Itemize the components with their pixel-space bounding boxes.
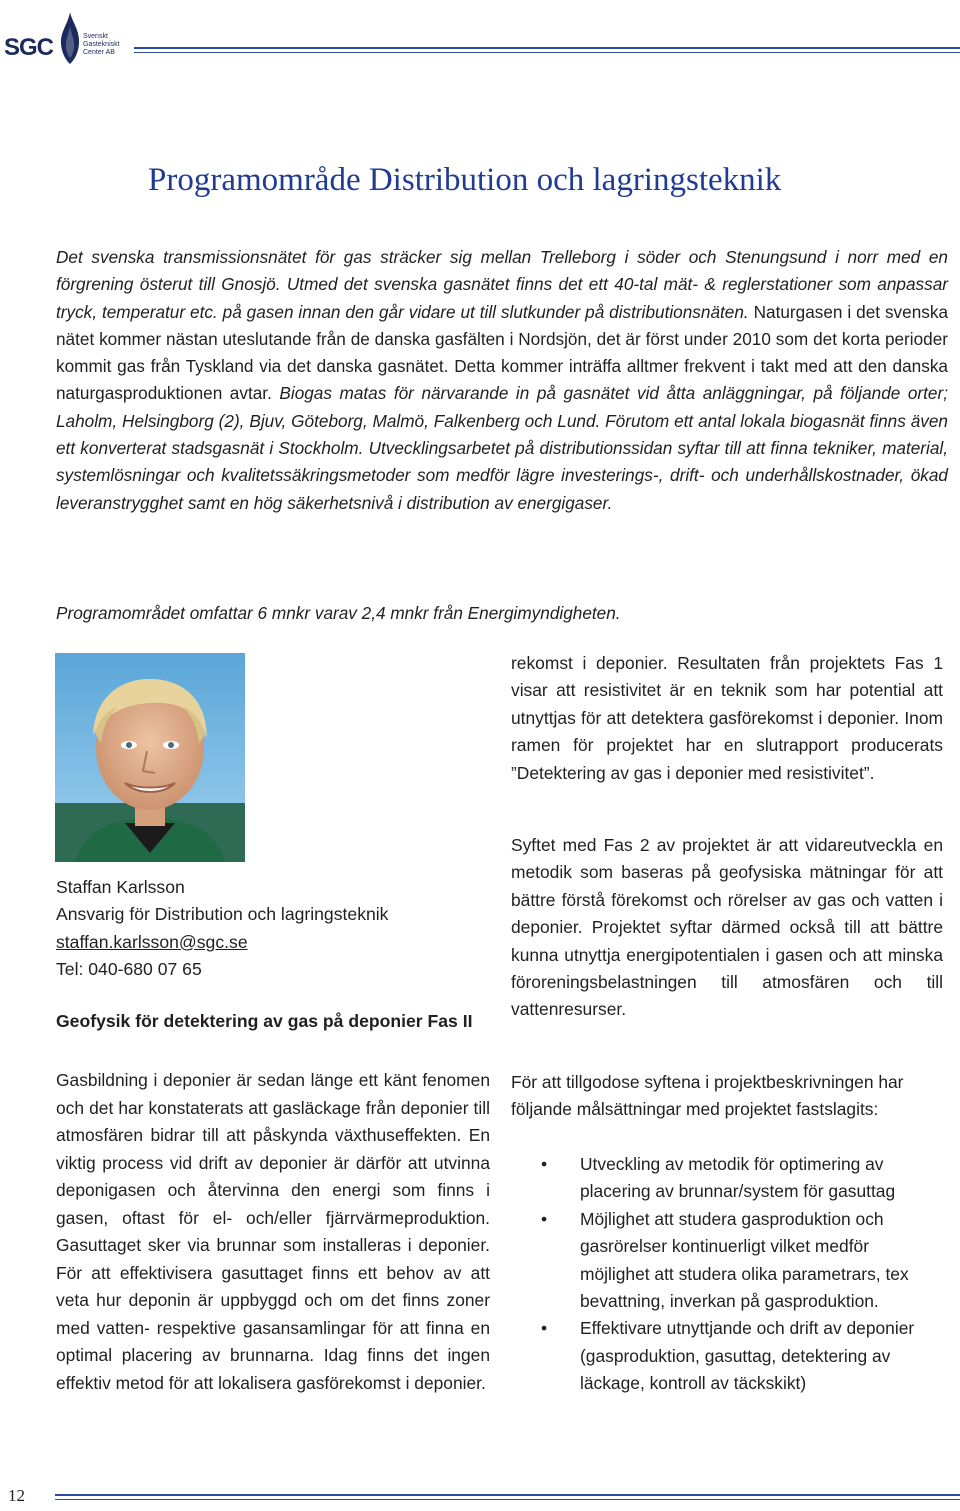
goal-text: Möjlighet att studera gasproduktion och gasrörelser kontinuerligt vilket medför möjlighet att studera olika parametrars, tex bevattning, inverkan på gasproduktion. [580, 1208, 909, 1312]
intro-text: Naturgasen i det svenska nätet kommer nästan uteslutande från de danska gasfälten i Nordsjön, det är först under 2010 som det korta perioder kommit gas från Tyskland via det danska gasnätet. Detta kommer inträffa alltmer frekvent i takt med att den danska naturgasproduktionen avtar. [56, 301, 948, 404]
list-item [511, 1315, 943, 1397]
header-double-rule [134, 47, 960, 54]
intro-text-italic: Det svenska transmissionsnätet för gas sträcker sig mellan Trelleborg i söder och Stenungsund i norr med en förgrening österut till Gnosjö. Utmed det svenska gasnätet finns det ett 40-tal mät- & reglerstationer som anpassar tryck, temperatur etc. på gasen innan den går vidare ut till slutkunder på distributionsnäten. [56, 247, 948, 322]
intro-paragraph [56, 244, 948, 517]
article-goals-intro: För att tillgodose syftena i projektbeskrivningen har följande målsättningar med projektet fastslagits: [511, 1072, 904, 1120]
goal-text: Effektivare utnyttjande och drift av deponier (gasproduktion, gasuttag, detektering av läckage, kontroll av täckskikt) [580, 1318, 915, 1394]
logo-sub-line: Svenskt [83, 33, 108, 40]
portrait-image [55, 653, 245, 862]
intro-text-italic: Biogas matas för närvarande in på gasnätet vid åtta anläggningar, på följande orter; Laholm, Helsingborg (2), Bjuv, Göteborg, Malmö, Falkenberg och Lund. Förutom ett antal lokala biogasnät finns även ett konverterat stadsgasnät i Stockholm. Utvecklingsarbetet på distributionssidan syftar till att finna tekniker, material, systemlösningar och kvalitetssäkringsmetoder som medför lägre investerings-, drift- och underhållskostnader, ökad leveranstrygghet samt en hög säkerhetsnivå i distribution av energigaser. [56, 383, 948, 513]
article-purpose: Syftet med Fas 2 av projektet är att vidareutveckla en metodik som baseras på geofysiska mätningar för att bättre förstå förekomst och rörelser av gas och vatten i deponier. Projektet syftar därmed också till att bättre kunna utnyttja energipotentialen i gasen och att minska föroreningsbelastningen till atmosfären och till vattenresurser. [511, 835, 943, 1020]
contact-name: Staffan Karlsson [56, 877, 185, 897]
funding-note: Programområdet omfattar 6 mnkr varav 2,4 mnkr från Energimyndigheten. [56, 603, 621, 623]
contact-photo [55, 653, 245, 862]
logo-sub-line: Gastekniskt [83, 41, 120, 48]
contact-email-link[interactable]: staffan.karlsson@sgc.se [56, 931, 248, 952]
logo-subtitle [83, 33, 120, 57]
article-heading: Geofysik för detektering av gas på deponier Fas II [56, 1011, 473, 1031]
logo-wordmark: SGC [4, 34, 54, 61]
contact-role: Ansvarig för Distribution och lagringsteknik [56, 904, 389, 925]
contact-card [56, 874, 476, 984]
page-title: Programområde Distribution och lagringsteknik [148, 162, 782, 198]
goal-text: Utveckling av metodik för optimering av placering av brunnar/system för gasuttag [580, 1154, 896, 1202]
flame-icon [60, 12, 80, 64]
list-item [511, 1206, 943, 1316]
logo-sub-line: Center AB [83, 49, 115, 56]
sgc-logo [4, 6, 124, 64]
bullet-icon: • [541, 1208, 548, 1229]
bullet-icon: • [541, 1318, 548, 1339]
bullet-icon: • [541, 1154, 548, 1174]
goals-list [511, 1151, 943, 1398]
page-number: 12 [8, 1486, 25, 1505]
contact-phone: Tel: 040-680 07 65 [56, 959, 202, 980]
list-item [511, 1151, 943, 1206]
article-body: Gasbildning i deponier är sedan länge ett känt fenomen och det har konstaterats att gasläckage från deponier till atmosfären bidrar till att påskynda växthuseffekten. En viktig process vid drift av deponier är därför att utvinna deponigasen och återvinna den energi som finns i gasen, oftast för el- och/eller fjärrvärmeproduktion. Gasuttaget sker via brunnar som installeras i deponier. För att effektivisera gasuttaget finns ett behov av att veta hur deponin är uppbyggd och om det finns zoner med vatten- respektive gasansamlingar för att finna en optimal placering av brunnarna. Idag finns det ingen effektiv metod för att lokalisera gasförekomst i deponier. [56, 1070, 490, 1393]
article-continuation: rekomst i deponier. Resultaten från projektets Fas 1 visar att resistivitet är en teknik som har potential att utnyttjas för att detektera gasförekomst i deponier. Inom ramen för projektet har en slutrapport producerats ”Detektering av gas i deponier med resistivitet”. [511, 653, 943, 783]
footer-double-rule [55, 1494, 960, 1501]
